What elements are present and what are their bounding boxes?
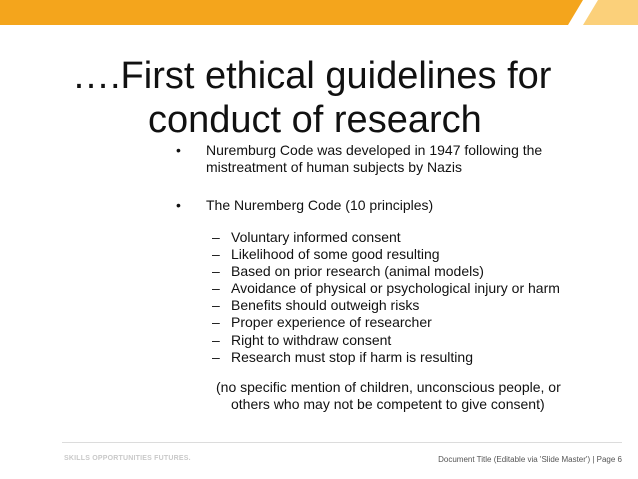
principle-text: Likelihood of some good resulting [231, 246, 440, 263]
footer-document-title: Document Title (Editable via 'Slide Master') | Page 6 [438, 455, 622, 464]
dash-marker: – [212, 314, 220, 331]
note-text [216, 379, 596, 413]
slide-title-line-2: conduct of research [148, 99, 482, 141]
footer-divider [62, 442, 622, 443]
principle-text: Voluntary informed consent [231, 229, 401, 245]
bullet-marker: • [176, 142, 181, 158]
slide-title [72, 54, 612, 142]
note-line-2: others who may not be competent to give consent) [231, 396, 545, 412]
dash-marker: – [212, 229, 220, 245]
footer-logo: SKILLS OPPORTUNITIES FUTURES. [64, 455, 191, 462]
principle-text: Based on prior research (animal models) [231, 263, 484, 280]
principle-text: Benefits should outweigh risks [231, 297, 420, 314]
dash-marker: – [212, 263, 220, 280]
dash-marker: – [212, 331, 220, 348]
bullet-text: The Nuremberg Code (10 principles) [206, 197, 434, 213]
dash-marker: – [212, 280, 220, 297]
dash-marker: – [212, 246, 220, 263]
principle-text: Right to withdraw consent [231, 331, 392, 348]
bullet-text: Nuremburg Code was developed in 1947 following the mistreatment of human subjects by Nazis [206, 142, 543, 175]
dash-marker: – [212, 348, 220, 365]
bullet-marker: • [176, 197, 181, 213]
dash-marker: – [212, 297, 220, 314]
principle-text: Research must stop if harm is resulting [231, 348, 473, 365]
principle-text: Avoidance of physical or psychological injury or harm [231, 280, 560, 297]
slide-title-line-1: ….First ethical guidelines for [72, 55, 552, 97]
note-line-1: (no specific mention of children, unconscious people, or [216, 379, 561, 395]
top-accent-band [0, 0, 638, 25]
principle-text: Proper experience of researcher [231, 314, 432, 331]
